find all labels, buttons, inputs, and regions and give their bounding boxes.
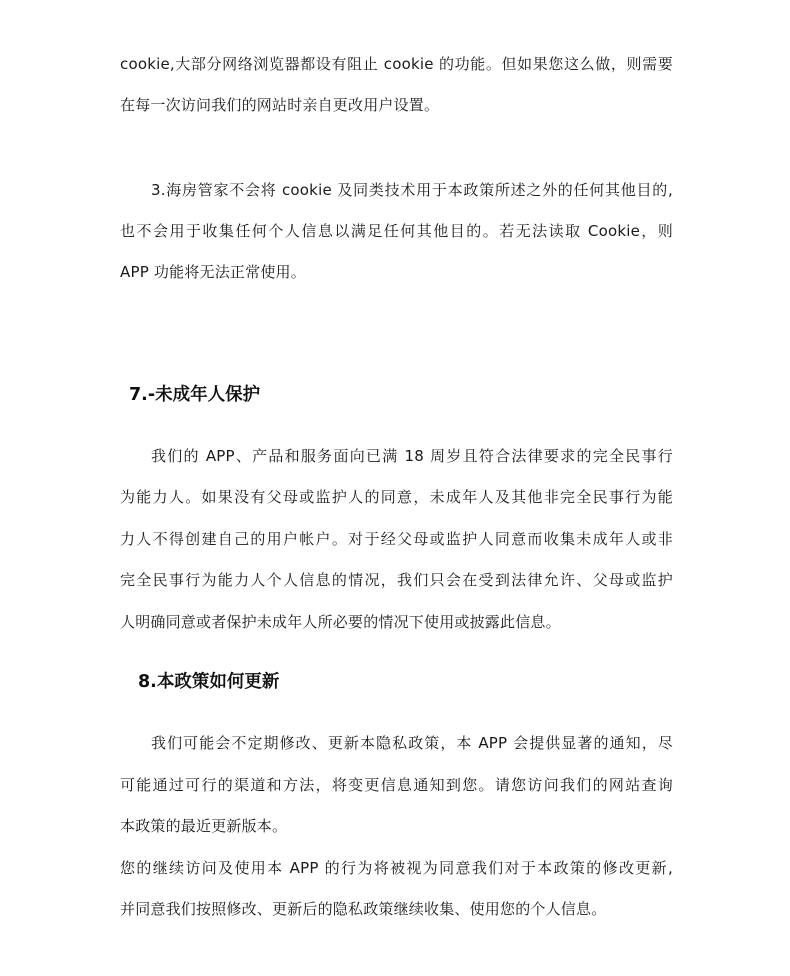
- paragraph-line: 也不会用于收集任何个人信息以满足任何其他目的。若无法读取 Cookie，则: [120, 222, 673, 240]
- paragraph-line: 完全民事行为能力人个人信息的情况，我们只会在受到法律允许、父母或监护: [120, 571, 673, 589]
- paragraph-line: 我们可能会不定期修改、更新本隐私政策，本 APP 会提供显著的通知，尽: [151, 734, 673, 752]
- paragraph-line: cookie,大部分网络浏览器都设有阻止 cookie 的功能。但如果您这么做，则需要: [120, 55, 673, 73]
- paragraph-line: 人明确同意或者保护未成年人所必要的情况下使用或披露此信息。: [120, 613, 561, 631]
- paragraph-line: 力人不得创建自己的用户帐户。对于经父母或监护人同意而收集未成年人或非: [120, 530, 673, 548]
- paragraph-line: 我们的 APP、产品和服务面向已满 18 周岁且符合法律要求的完全民事行: [151, 447, 673, 465]
- section-heading-update: 8.本政策如何更新: [138, 672, 280, 692]
- paragraph-line: 本政策的最近更新版本。: [120, 817, 288, 835]
- paragraph-line: 在每一次访问我们的网站时亲自更改用户设置。: [120, 96, 440, 114]
- paragraph-line: 并同意我们按照修改、更新后的隐私政策继续收集、使用您的个人信息。: [120, 900, 607, 918]
- paragraph-line: 为能力人。如果没有父母或监护人的同意，未成年人及其他非完全民事行为能: [120, 488, 673, 506]
- paragraph-line: 您的继续访问及使用本 APP 的行为将被视为同意我们对于本政策的修改更新,: [120, 859, 673, 877]
- paragraph-line: 3.海房管家不会将 cookie 及同类技术用于本政策所述之外的任何其他目的,: [151, 181, 673, 199]
- section-heading-minors: 7.-未成年人保护: [129, 385, 261, 405]
- paragraph-line: APP 功能将无法正常使用。: [120, 263, 306, 281]
- paragraph-line: 可能通过可行的渠道和方法，将变更信息通知到您。请您访问我们的网站查询: [120, 776, 673, 794]
